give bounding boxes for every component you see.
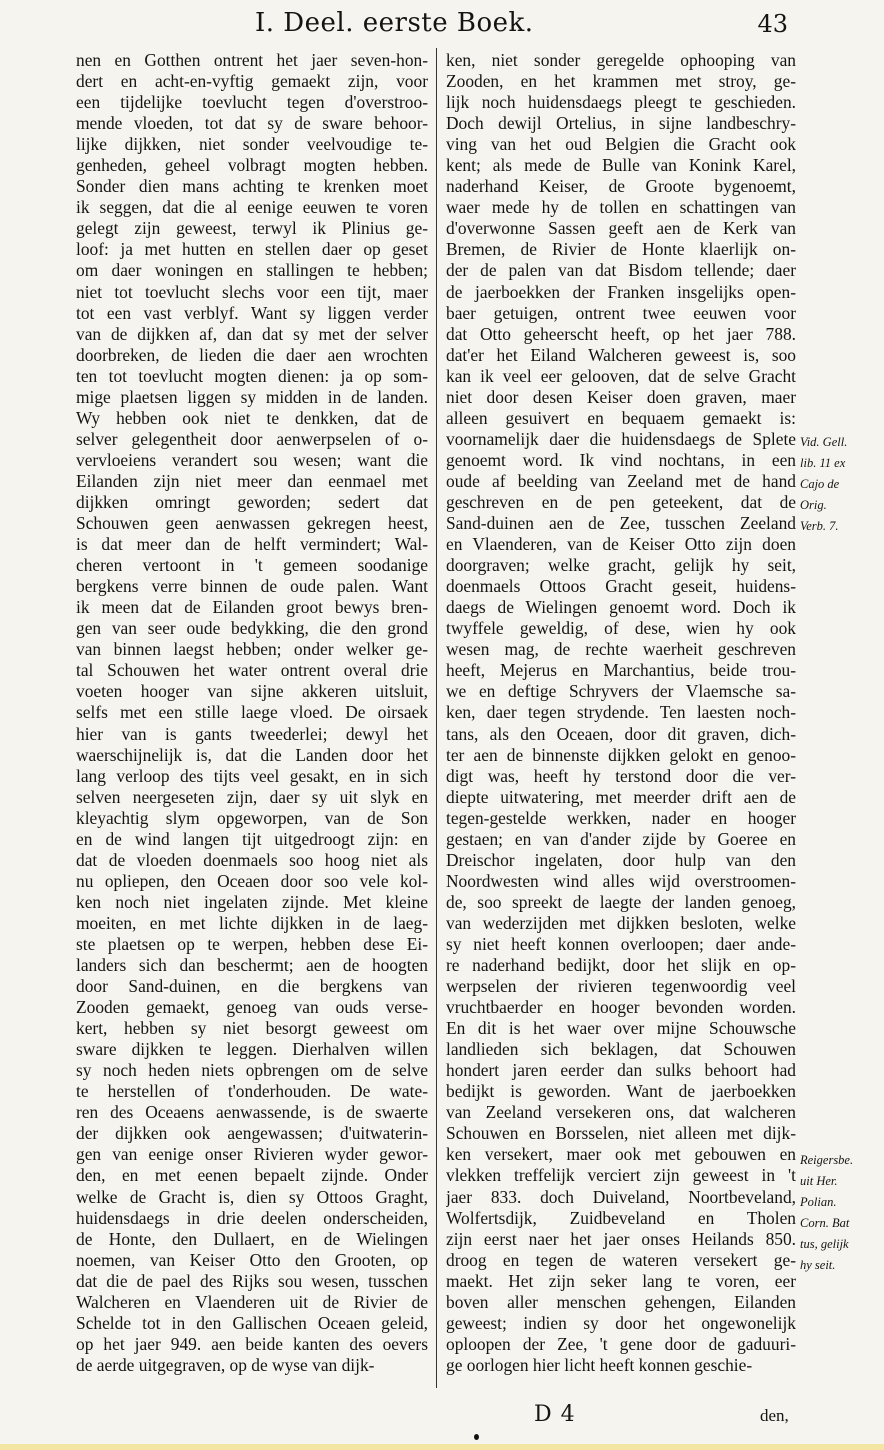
text-line: Schouwen en Borsselen, niet alleen met dijk- <box>446 1123 796 1144</box>
margin-note-line: Cajo de <box>800 477 840 491</box>
signature-mark: D 4 <box>534 1402 576 1427</box>
margin-note-line: Orig. <box>800 498 827 512</box>
text-line: ten tot toevlucht mogten dienen: ja op som- <box>76 365 428 386</box>
text-line: voornamelijk daer die huidensdaegs de Splete <box>446 428 796 449</box>
text-line: Wolfertsdijk, Zuidbeveland en Tholen <box>446 1207 796 1228</box>
text-line: digt was, heeft hy terstond door die ver- <box>446 765 796 786</box>
text-line: Zooden gemaekt, genoeg van ouds verse- <box>76 997 428 1018</box>
text-line: werpselen der rivieren tegenwoordig veel <box>446 976 796 997</box>
text-line: ik meen dat de Eilanden groot bewys bren- <box>76 597 428 618</box>
text-line: Wy hebben ook niet te denkken, dat de <box>76 407 428 428</box>
text-line: tot een vast verblyf. Want sy liggen verder <box>76 302 428 323</box>
text-line: de Honte, den Dullaert, en de Wielingen <box>76 1228 428 1249</box>
text-line: voeten hooger van sijne akkeren uitsluit, <box>76 681 428 702</box>
margin-note-line: Vid. Gell. <box>800 435 848 449</box>
text-line: geweest; indien sy door het ongewonelijk <box>446 1312 796 1333</box>
text-line: doorgraven; welke gracht, gelijk hy seit, <box>446 555 796 576</box>
ink-dot <box>474 1434 479 1440</box>
page-number: 43 <box>757 10 788 38</box>
text-line: boven aller menschen gehengen, Eilanden <box>446 1291 796 1312</box>
text-line: Walcheren en Vlaenderen uit de Rivier de <box>76 1291 428 1312</box>
text-line: Bremen, de Rivier de Honte klaerlijk on- <box>446 239 796 260</box>
text-line: hier van is gants tweederlei; dewyl het <box>76 723 428 744</box>
text-line: sware dijkken te leggen. Dierhalven willen <box>76 1039 428 1060</box>
text-line: gestaen; en van d'ander zijde by Goeree en <box>446 828 796 849</box>
column-divider <box>436 48 437 1388</box>
text-line: nen en Gotthen ontrent het jaer seven-hon- <box>76 50 428 70</box>
text-line: Sand-duinen aen de Zee, tusschen Zeeland <box>446 513 796 534</box>
text-line: kent; als mede de Bulle van Konink Karel, <box>446 155 796 176</box>
text-line: Zooden, en het krammen met stroy, ge- <box>446 71 796 92</box>
text-line: waerschijnelijk is, dat die Landen door het <box>76 744 428 765</box>
text-line: te herstellen of t'onderhouden. De wate- <box>76 1081 428 1102</box>
text-line: En dit is het waer over mijne Schouwsche <box>446 1018 796 1039</box>
text-line: van wederzijden met dijkken besloten, welke <box>446 912 796 933</box>
text-line: moeiten, en met lichte dijkken in de laeg- <box>76 912 428 933</box>
text-line: gelegt zijn geweest, terwyl ik Plinius ge- <box>76 218 428 239</box>
text-line: maekt. Het zijn seker lang te voren, eer <box>446 1270 796 1291</box>
text-line: een tijdelijke toevlucht tegen d'overstroo- <box>76 92 428 113</box>
text-line: kan ik veel eer gelooven, dat de selve Gracht <box>446 365 796 386</box>
margin-note-line: Reigersbe. <box>800 1153 854 1167</box>
text-line: Doch dewijl Ortelius, in sijne landbeschry- <box>446 113 796 134</box>
text-line: door Sand-duinen, en die bergkens van <box>76 976 428 997</box>
text-line: d'overwonne Sassen geeft aen de Kerk van <box>446 218 796 239</box>
text-line: noemen, van Keiser Otto den Grooten, op <box>76 1249 428 1270</box>
text-line: Eilanden zijn niet meer dan eenmael met <box>76 470 428 491</box>
text-line: dat die de pael des Rijks sou wesen, tusschen <box>76 1270 428 1291</box>
text-line: lijk noch huidensdaegs pleegt te geschieden. <box>446 92 796 113</box>
text-line: lang verloop des tijts veel gesakt, en in sich <box>76 765 428 786</box>
text-line: naderhand Keiser, de Groote bygenoemt, <box>446 176 796 197</box>
text-line: van Zeeland versekeren ons, dat walcheren <box>446 1102 796 1123</box>
text-line: loof: ja met hutten en stellen daer op geset <box>76 239 428 260</box>
text-line: de aerde uitgegraven, op de wyse van dijk- <box>76 1354 375 1375</box>
text-line: twyffele geweldig, of dese, wien hy ook <box>446 618 796 639</box>
text-line: droog en tegen de wateren versekert ge- <box>446 1249 796 1270</box>
text-line: landers sich dan beschermt; aen de hoogten <box>76 955 428 976</box>
text-line: kleyachtig slym opgeworpen, van de Son <box>76 807 428 828</box>
text-line: op het jaer 949. aen beide kanten des oevers <box>76 1333 428 1354</box>
text-line: sy niet heeft konnen overloopen; daer ande- <box>446 933 796 954</box>
text-line: Schouwen geen aenwassen gekregen heest, <box>76 513 428 534</box>
page-header <box>0 4 884 48</box>
text-line: dat Otto geheerscht heeft, op het jaer 788. <box>446 323 796 344</box>
margin-note-line: hy seit. <box>800 1258 836 1272</box>
text-line: oploopen der Zee, 't gene door de gaduuri- <box>446 1333 796 1354</box>
text-line: diepte uitwatering, met meerder drift aen de <box>446 786 796 807</box>
text-line: de, soo spreekt de laegte der landen genoeg, <box>446 891 796 912</box>
right-text-column <box>446 50 796 1376</box>
text-line: ik seggen, dat die al eenige eeuwen te voren <box>76 197 428 218</box>
text-line: nu opliepen, den Oceaen door soo vele kol- <box>76 870 428 891</box>
margin-note-line: uit Her. <box>800 1174 838 1188</box>
text-line: cheren vertoont in 't gemeen soodanige <box>76 555 428 576</box>
text-line: we en deftige Schryvers der Vlaemsche sa- <box>446 681 796 702</box>
text-line: welke de Gracht is, dien sy Ottoos Graght, <box>76 1186 428 1207</box>
text-line: re naderhand bedijkt, door het slijk en op- <box>446 955 796 976</box>
text-line: jaer 833. doch Duiveland, Noortbeveland, <box>446 1186 796 1207</box>
running-title: I. Deel. eerste Boek. <box>255 8 534 38</box>
text-line: Dreischor ingelaten, door hulp van den <box>446 849 796 870</box>
text-line: doorbreken, de lieden die daer aen wrochten <box>76 344 428 365</box>
text-line: is dat meer dan de helft vermindert; Wal- <box>76 534 428 555</box>
text-line: vlekken treffelijk verciert zijn geweest in 't <box>446 1165 796 1186</box>
text-line: mige plaetsen liggen sy midden in de landen. <box>76 386 428 407</box>
text-line: baer getuigen, ontrent twee eeuwen voor <box>446 302 796 323</box>
text-line: der dijkken ook aengewassen; d'uitwaterin- <box>76 1123 428 1144</box>
text-line: wesen mag, de rechte waerheit geschreven <box>446 639 796 660</box>
text-line: der de palen van dat Bisdom tellende; daer <box>446 260 796 281</box>
text-line: doenmaels Ottoos Gracht geseit, huidens- <box>446 576 796 597</box>
text-line: zijn eerst naer het jaer onses Heilands 850. <box>446 1228 796 1249</box>
text-line: gen van seer oude bedykking, die den grond <box>76 618 428 639</box>
text-line: ste plaetsen op te werpen, hebben dese Ei- <box>76 933 428 954</box>
text-line: waer mede hy de tollen en schattingen van <box>446 197 796 218</box>
text-line: en Vlaenderen, van de Keiser Otto zijn doen <box>446 534 796 555</box>
text-line: ter aen de binnenste dijkken gelokt en genoo- <box>446 744 796 765</box>
text-line: tal Schouwen het water ontrent overal drie <box>76 660 428 681</box>
text-line: Sonder dien mans achting te krenken moet <box>76 176 428 197</box>
text-line: niet door desen Keiser doen graven, maer <box>446 386 796 407</box>
text-line: vervloeiens verandert sou wesen; want die <box>76 449 428 470</box>
text-line: selver gelegentheit door aenwerpselen of o- <box>76 428 428 449</box>
text-line: vruchtbaerder en hooger bevonden worden. <box>446 997 796 1018</box>
text-line: sy noch heden niets opbrengen om de selve <box>76 1060 428 1081</box>
text-line: van de dijkken af, dan dat sy met der selver <box>76 323 428 344</box>
text-line: daegs de Wielingen genoemt word. Doch ik <box>446 597 796 618</box>
text-line: mende vloeden, tot dat sy de sware behoor- <box>76 113 428 134</box>
text-line: landlieden sich beklagen, dat Schouwen <box>446 1039 796 1060</box>
margin-note-line: Verb. 7. <box>800 519 839 533</box>
text-line: ken versekert, maer ook met gebouwen en <box>446 1144 796 1165</box>
text-line: ving van het oud Belgien die Gracht ook <box>446 134 796 155</box>
margin-note-line: Corn. Bat <box>800 1216 850 1230</box>
text-line: genheden, geheel volbragt mogten hebben. <box>76 155 428 176</box>
text-line: tans, als den Oceaen, door dit graven, dich- <box>446 723 796 744</box>
text-line: huidensdaegs in drie deelen onderscheiden, <box>76 1207 428 1228</box>
text-line: bedijkt is geworden. Want de jaerboekken <box>446 1081 796 1102</box>
text-line: de jaerboekken der Franken insgelijks open- <box>446 281 796 302</box>
text-line: van binnen laegst hebben; onder welker ge- <box>76 639 428 660</box>
text-line: den, en met eenen bepaelt zijnde. Onder <box>76 1165 428 1186</box>
text-line: ken noch niet ingelaten zijnde. Met kleine <box>76 891 428 912</box>
text-line: bergkens verre binnen de oude palen. Want <box>76 576 428 597</box>
text-line: lijke dijkken, niet sonder veelvoudige te- <box>76 134 428 155</box>
margin-note-gellius <box>800 432 847 537</box>
catchword: den, <box>760 1406 789 1425</box>
text-line: selfs met een stille laege vloed. De oirsaek <box>76 702 428 723</box>
text-line: kert, hebben sy niet besorgt geweest om <box>76 1018 428 1039</box>
text-line: ken, niet sonder geregelde ophooping van <box>446 50 796 70</box>
text-line: ge oorlogen hier licht heeft konnen geschie- <box>446 1354 753 1375</box>
text-line: geschreven en de pen geteekent, dat de <box>446 491 796 512</box>
text-line: Noordwesten wind alles wijd overstroomen- <box>446 870 796 891</box>
margin-note-reigersberg <box>800 1150 853 1276</box>
text-line: genoemt word. Ik vind nochtans, in een <box>446 449 796 470</box>
margin-note-line: Polian. <box>800 1195 837 1209</box>
text-line: om daer woningen en stallingen te hebben; <box>76 260 428 281</box>
text-line: Schelde tot in den Gallischen Oceaen geleid, <box>76 1312 428 1333</box>
text-line: dat de vloeden doenmaels soo hoog niet als <box>76 849 428 870</box>
margin-note-line: tus, gelijk <box>800 1237 849 1251</box>
text-line: ren des Oceaens aenwassende, is de swaerte <box>76 1102 428 1123</box>
text-line: hondert jaren eerder dan sulks behoort had <box>446 1060 796 1081</box>
text-line: gen van eenige onser Rivieren wyder gewor- <box>76 1144 428 1165</box>
left-text-column <box>76 50 428 1376</box>
text-line: niet tot toevlucht slechs voor een tijt, maer <box>76 281 428 302</box>
text-line: dat'er het Eiland Walcheren geweest is, soo <box>446 344 796 365</box>
text-line: oude af beelding van Zeeland met de hand <box>446 470 796 491</box>
text-line: tegen-gestelde werkken, nader en hooger <box>446 807 796 828</box>
text-line: selven neergeseten zijn, daer sy uit slyk en <box>76 786 428 807</box>
text-line: alleen gesuivert en bequaem gemaekt is: <box>446 407 796 428</box>
text-line: ken, daer tegen strydende. Ten laesten noch- <box>446 702 796 723</box>
text-line: heeft, Mejerus en Marchantius, beide trou- <box>446 660 796 681</box>
margin-note-line: lib. 11 ex <box>800 456 846 470</box>
text-line: dert en acht-en-vyftig gemaekt zijn, voor <box>76 71 428 92</box>
text-line: dijkken omringt geworden; sedert dat <box>76 491 428 512</box>
scan-edge <box>0 1444 884 1450</box>
text-line: en de wind langen tijt uitgedroogt zijn: en <box>76 828 428 849</box>
